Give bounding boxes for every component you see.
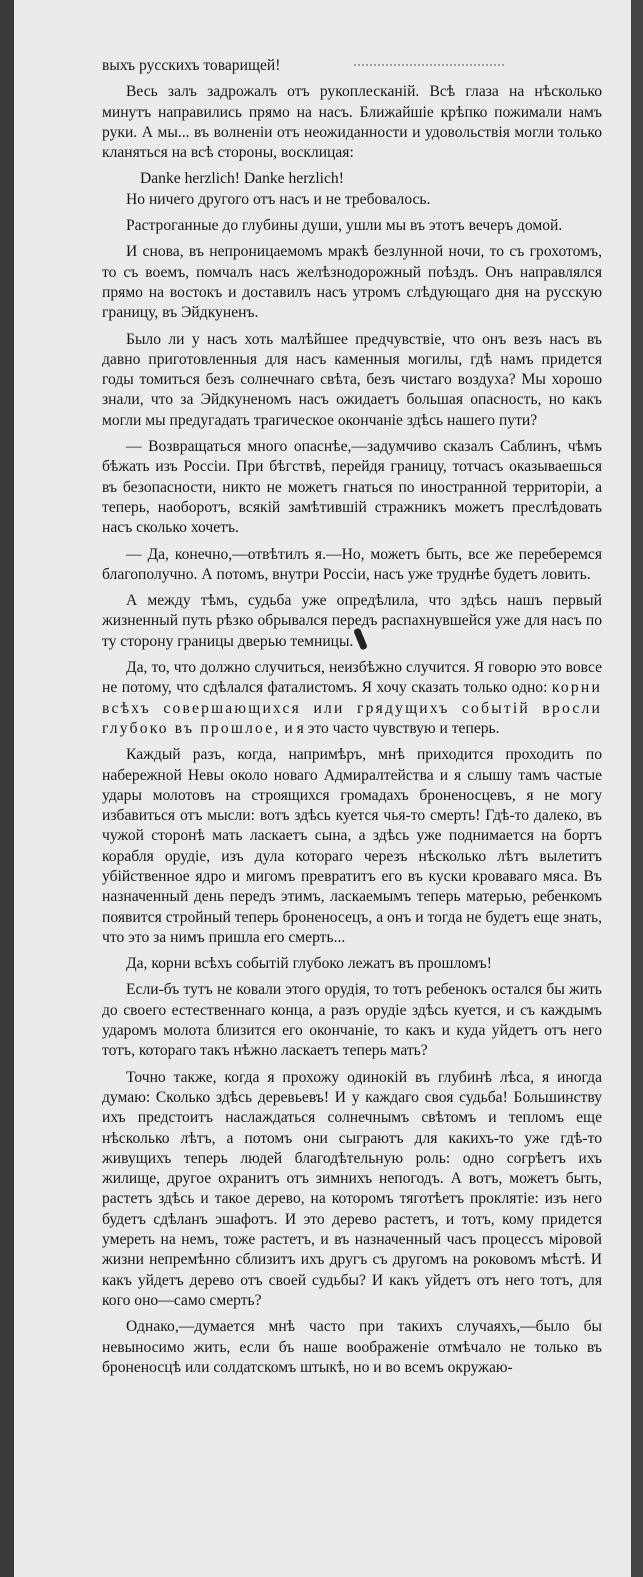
paragraph: Каждый разъ, когда, напримѣръ, мнѣ приходится проходить по набережной Невы около новаго Адмиралтейства и я слышу тамъ частые удары молотовъ на строящихся громадахъ броненосцевъ, я не могу избавиться отъ мысли: вотъ здѣсь куется чья-то смерть! Гдѣ-то далеко, въ чужой сторонѣ мать ласкаетъ сына, а здѣсь уже поднимается на бортъ корабля орудіе, изъ дула котораго черезъ нѣсколько лѣтъ вылетитъ убійственное ядро и мигомъ превратитъ его въ куски кроваваго мяса. Въ назначенный день передъ этимъ, ласкаемымъ теперь матерью, ребенкомъ появится стройный теперь броненосецъ, а онъ и тогда не будетъ еще знать, что это за нимъ пришла его смерть... — [102, 746, 602, 946]
paragraph — [102, 658, 602, 739]
paragraph-text: и я это часто чувствую и теперь. — [284, 719, 500, 737]
paragraph: Но ничего другого отъ насъ и не требовалось. — [126, 190, 431, 208]
paragraph: Однако,—думается мнѣ часто при такихъ случаяхъ,—было бы невыносимо жить, если бъ наше воображеніе отмѣчало не только въ броненосцѣ или солдатскомъ штыкѣ, но и во всемъ окружаю- — [102, 1318, 602, 1376]
paragraph: Да, корни всѣхъ событій глубоко лежатъ въ прошломъ! — [126, 955, 492, 973]
paragraph: Если-бъ тутъ не ковали этого орудія, то тотъ ребенокъ остался бы жить до своего естественнаго конца, а разъ орудіе здѣсь куется, и съ каждымъ ударомъ молота близится его окончаніе, то какъ и куда уйдетъ отъ него тотъ, котораго такъ нѣжно ласкаетъ теперь мать? — [102, 981, 602, 1060]
paragraph: Растроганные до глубины души, ушли мы въ этотъ вечеръ домой. — [126, 217, 563, 235]
dialogue-paragraph: — Да, конечно,—отвѣтилъ я.—Но, можетъ быть, все же переберемся благополучно. А потомъ, внутри Россіи, насъ уже труднѣе будетъ ловить. — [102, 545, 602, 583]
paragraph: Было ли у насъ хоть малѣйшее предчувствіе, что онъ везъ насъ въ давно приготовленныя для насъ каменныя могилы, гдѣ намъ придется годы томиться безъ солнечнаго свѣта, безъ чистаго воздуха? Мы хорошо знали, что за Эйдкуненомъ насъ ожидаетъ большая опасность, но какъ могли мы предугадать трагическое окончаніе здѣсь нашего пути? — [102, 330, 602, 429]
paragraph: выхъ русскихъ товарищей! — [102, 57, 281, 74]
german-exclamation: Danke herzlich! Danke herzlich! — [140, 170, 344, 188]
paragraph-text: Да, то, что должно случиться, неизбѣжно случится. Я говорю это вовсе не потому, что сдѣлался фаталистомъ. Я хочу сказать только одно: — [102, 659, 602, 697]
emphasized-text: корни всѣхъ совершающихся или грядущихъ событій вросли глубоко въ прошлое, — [102, 679, 602, 737]
paragraph: И снова, въ непроницаемомъ мракѣ безлунной ночи, то съ грохотомъ, то съ воемъ, помчалъ насъ желѣзнодорожный поѣздъ. Онъ направлялся прямо на востокъ и доставилъ насъ утромъ слѣдующаго дня на русскую границу, въ Эйдкуненъ. — [102, 243, 602, 322]
dialogue-paragraph: — Возвращаться много опаснѣе,—задумчиво сказалъ Саблинъ, чѣмъ бѣжать изъ Россіи. При бѣгствѣ, перейдя границу, тотчасъ оказываешься въ безопасности, никто не можетъ гнаться по иностранной территоріи, а теперь, наоборотъ, всякій замѣтившій стражникъ можетъ преслѣдовать насъ сколько хочетъ. — [102, 438, 602, 537]
paragraph: Весь залъ задрожалъ отъ рукоплесканій. Всѣ глаза на нѣсколько минутъ направились прямо на насъ. Ближайшіе крѣпко пожимали намъ руки. А мы... въ волненіи отъ неожиданности и удовольствія могли только кланяться на всѣ стороны, восклицая: — [102, 83, 602, 162]
document-text — [102, 56, 602, 1384]
paragraph: А между тѣмъ, судьба уже опредѣлила, что здѣсь нашъ первый жизненный путь рѣзко обрывался передъ распахнувшейся уже для насъ по ту сторону границы дверью темницы. — [102, 592, 602, 650]
paragraph: Точно также, когда я прохожу одинокій въ глубинѣ лѣса, я иногда думаю: Сколько здѣсь деревьевъ! И у каждаго своя судьба! Большинству ихъ предстоитъ наслаждаться солнечнымъ свѣтомъ и тепломъ еще нѣсколько лѣтъ, а потомъ они сыграютъ для какихъ-то уже гдѣ-то живущихъ теперь людей благодѣтельную роль: одно согрѣетъ ихъ жилище, другое охранитъ отъ зимнихъ непогодъ. А вотъ, можетъ быть, растетъ здѣсь и такое дерево, на которомъ тяготѣетъ проклятіе: изъ него будетъ сдѣланъ эшафотъ. И это дерево растетъ, и тотъ, кому придется умереть на немъ, тоже растетъ, и въ назначенный часъ процессъ міровой жизни непремѣнно сблизитъ ихъ другъ съ другомъ на роковомъ мѣстѣ. И какъ уйдетъ дерево отъ своей судьбы? И какъ уйдетъ отъ него тотъ, для кого оно—само смерть? — [102, 1068, 602, 1309]
